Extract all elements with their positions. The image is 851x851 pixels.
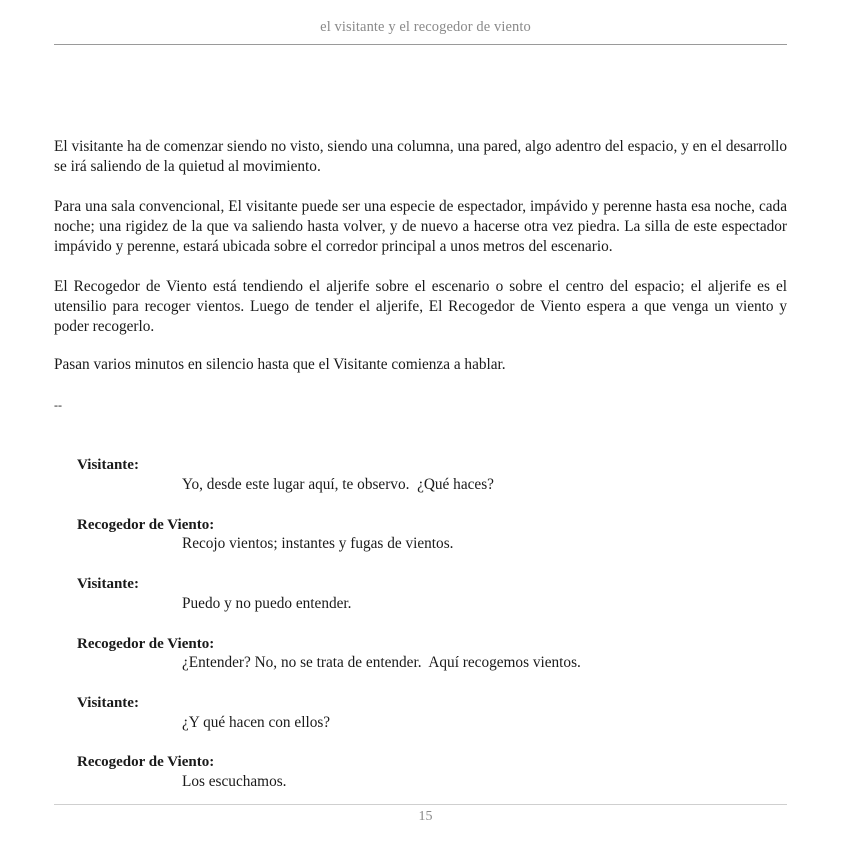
paragraph-recogedor: El Recogedor de Viento está tendiendo el aljerife sobre el escenario o sobre el centro del espacio; el aljerife es el utensilio para recoger vientos. Luego de tender el aljerife, El Recogedor de Viento espera a que venga un viento y poder recogerlo. — [54, 278, 787, 335]
dialogue-line: Los escuchamos. — [182, 773, 287, 790]
speaker-name: Visitante: — [77, 576, 139, 592]
speaker-name: Recogedor de Viento: — [77, 754, 215, 770]
dialogue-line: Yo, desde este lugar aquí, te observo. ¿Qué haces? — [182, 476, 494, 493]
paragraph-sala-convencional: Para una sala convencional, El visitante puede ser una especie de espectador, impávido y perenne hasta esa noche, cada noche; una rigidez de la que va saliendo hasta volver, y de nuevo a hacerse otra vez piedra. La silla de este espectador impávido y perenne, estará ubicada sobre el corredor principal a unos metros del escenario. — [54, 198, 787, 255]
page-number: 15 — [418, 809, 433, 824]
speaker-name: Recogedor de Viento: — [77, 636, 215, 652]
dialogue-line: ¿Entender? No, no se trata de entender. Aquí recogemos vientos. — [182, 654, 581, 671]
running-head: el visitante y el recogedor de viento — [320, 19, 531, 35]
header-rule — [54, 44, 787, 45]
speaker-name: Visitante: — [77, 695, 139, 711]
section-separator: -- — [54, 398, 62, 412]
dialogue-line: Recojo vientos; instantes y fugas de vientos. — [182, 535, 454, 552]
dialogue-line: ¿Y qué hacen con ellos? — [182, 714, 331, 731]
paragraph-silencio: Pasan varios minutos en silencio hasta que el Visitante comienza a hablar. — [54, 356, 506, 373]
speaker-name: Recogedor de Viento: — [77, 517, 215, 533]
paragraph-intro: El visitante ha de comenzar siendo no visto, siendo una columna, una pared, algo adentro del espacio, y en el desarrollo se irá saliendo de la quietud al movimiento. — [54, 138, 787, 175]
footer-rule — [54, 804, 787, 805]
speaker-name: Visitante: — [77, 457, 139, 473]
dialogue-line: Puedo y no puedo entender. — [182, 595, 352, 612]
